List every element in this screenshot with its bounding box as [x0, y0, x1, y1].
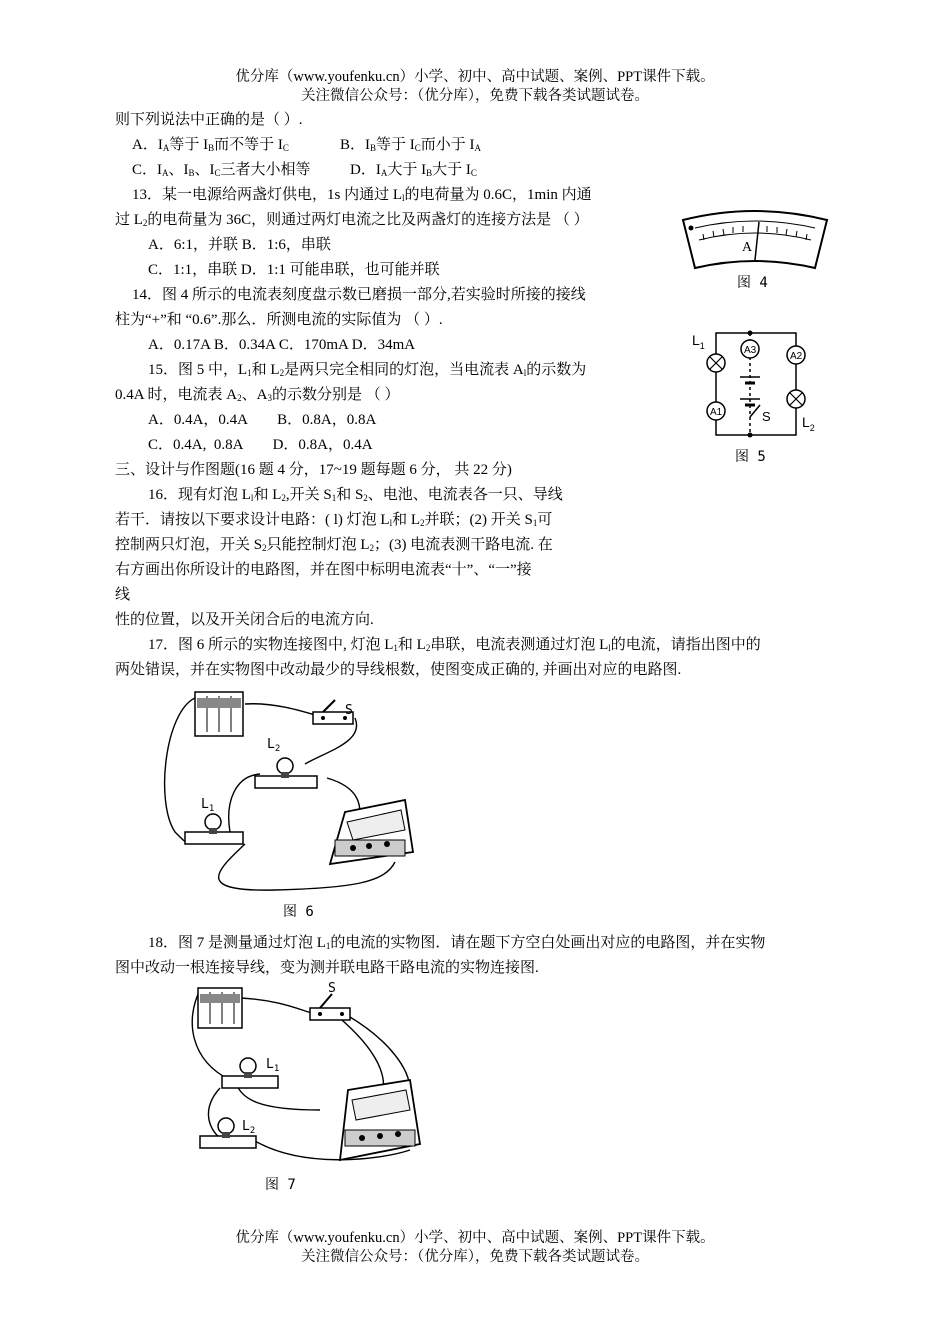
q18-line-2: 图中改动一根连接导线，变为测并联电路干路电流的实物连接图.	[115, 960, 539, 976]
q14-options: A．0.17A B．0.34A C．170mA D．34mA	[148, 337, 416, 353]
q18-line-1: 18．图 7 是测量通过灯泡 $L_1$的电流的实物图．请在题下方空白处画出对应的电路图，并在实物	[148, 935, 766, 951]
header-line-2: 关注微信公众号：（优分库），免费下载各类试题试卷。	[301, 88, 649, 104]
figure-4-caption: 图 4	[737, 275, 768, 291]
figure-5-l1-label: $L_1$	[692, 332, 705, 351]
q15-line-2: 0.4A 时，电流表 $A_2$、$A_3$的示数分别是 （ ）	[115, 387, 400, 403]
figure-4-meter-letter: A	[742, 240, 753, 255]
figure-6-ammeter	[330, 800, 413, 864]
q16-line-5: 线	[115, 587, 131, 603]
figure-6-l1-label: $L_1$	[201, 797, 215, 814]
figure-7-battery	[198, 988, 242, 1028]
q17-line-1: 17．图 6 所示的实物连接图中, 灯泡 $L_1$和 $L_2$串联，电流表测通过灯泡 $L_l$的电流，请指出图中的	[148, 637, 761, 653]
q16-line-2: 若干．请按以下要求设计电路：( l) 灯泡 $L_l$和 $L_2$并联；(2) 开关 $S_1$可	[115, 512, 553, 528]
q12-option-d: D．$I_A$大于 $I_B$大于 $I_C$	[350, 162, 477, 178]
figure-6-battery	[195, 692, 243, 736]
q16-line-4: 右方画出你所设计的电路图，并在图中标明电流表“十”、“一”接	[115, 562, 532, 578]
figure-7-switch	[310, 994, 350, 1020]
q14-line-1: 14．图 4 所示的电流表刻度盘示数已磨损一部分,若实验时所接的接线	[132, 287, 586, 303]
footer-line-2: 关注微信公众号：（优分库），免费下载各类试题试卷。	[301, 1249, 649, 1265]
section-3-heading: 三、设计与作图题(16 题 4 分，17~19 题每题 6 分， 共 22 分)	[115, 462, 512, 478]
q16-line-6: 性的位置，以及开关闭合后的电流方向.	[115, 612, 374, 628]
q17-line-2: 两处错误，并在实物图中改动最少的导线根数，使图变成正确的, 并画出对应的电路图.	[115, 662, 682, 678]
figure-7-switch-label: S	[328, 981, 336, 996]
q15-line-1: 15．图 5 中，$L_1$和 $L_2$是两只完全相同的灯泡，当电流表 $A_l$的示数为	[148, 362, 587, 378]
figure-5-a2-label: A2	[790, 351, 803, 362]
figure-7-l2-label: $L_2$	[242, 1119, 256, 1136]
figure-7-wiring	[180, 980, 440, 1180]
figure-6-l2-label: $L_2$	[267, 737, 281, 754]
q12-option-c: C．$I_A$、$I_B$、$I_C$三者大小相等	[132, 162, 311, 178]
q13-options-cd: C．1:1，串联 D．1:1 可能串联，也可能并联	[148, 262, 440, 278]
q12-option-b: B．$I_B$等于 $I_C$而小于 $I_A$	[340, 137, 482, 153]
header-line-1: 优分库（www.youfenku.cn）小学、初中、高中试题、案例、PPT课件下载。	[235, 69, 715, 85]
q15-options-ab: A．0.4A，0.4A B．0.8A，0.8A	[148, 412, 377, 428]
q16-line-3: 控制两只灯泡，开关 $S_2$只能控制灯泡 $L_2$；(3) 电流表测干路电流. 在	[115, 537, 553, 553]
figure-5-circuit	[690, 325, 830, 445]
figure-5-a3-label: A3	[744, 345, 757, 356]
q14-line-2: 柱为“+”和 “0.6”.那么．所测电流的实际值为 （ ）.	[115, 312, 443, 328]
figure-6-switch-label: S	[345, 703, 353, 718]
figure-7-ammeter	[340, 1080, 420, 1160]
q16-line-1: 16．现有灯泡 $L_l$和 $L_2$,开关 $S_1$和 $S_2$、电池、电流表各一只、导线	[148, 487, 563, 503]
figure-6-bulb-l1	[185, 814, 243, 844]
footer-line-1: 优分库（www.youfenku.cn）小学、初中、高中试题、案例、PPT课件下载。	[235, 1230, 715, 1246]
figure-5-caption: 图 5	[735, 449, 766, 465]
q13-line-2: 过 $L_2$的电荷量为 36C，则通过两灯电流之比及两盏灯的连接方法是 （ ）	[115, 212, 589, 228]
figure-6-caption: 图 6	[283, 904, 314, 920]
figure-5-l2-label: $L_2$	[802, 414, 815, 433]
figure-6-wiring	[155, 682, 425, 902]
figure-4-ammeter-dial	[675, 210, 835, 280]
figure-5-switch-label: S	[762, 409, 771, 424]
figure-7-l1-label: $L_1$	[266, 1057, 280, 1074]
figure-5-a1-label: A1	[710, 407, 723, 418]
q15-options-cd: C．0.4A, 0.8A D．0.8A，0.4A	[148, 437, 373, 453]
q13-options-ab: A．6:1，并联 B．1:6，串联	[148, 237, 331, 253]
q13-line-1: 13．某一电源给两盏灯供电，1s 内通过 $L_l$的电荷量为 0.6C，1min 内通	[132, 187, 592, 203]
figure-7-caption: 图 7	[265, 1177, 296, 1193]
q12-stem: 则下列说法中正确的是（ ）.	[115, 112, 303, 128]
q12-option-a: A．$I_A$等于 $I_B$而不等于 $I_C$	[132, 137, 289, 153]
